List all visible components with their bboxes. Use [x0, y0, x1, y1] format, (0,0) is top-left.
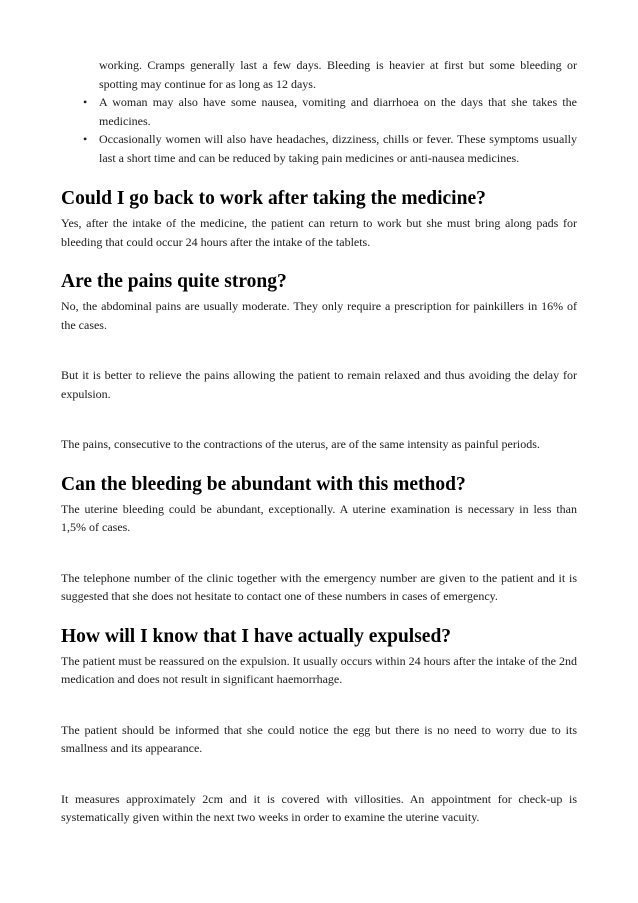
section-paragraph: The uterine bleeding could be abundant, exceptionally. A uterine examination is necessary in less than 1,5% of cases.: [61, 501, 577, 534]
document-page: [61, 56, 577, 827]
intro-continuation: working. Cramps generally last a few days. Bleeding is heavier at first but some bleeding or spotting may continue for as long as 12 days.: [99, 58, 577, 91]
section-paragraph: But it is better to relieve the pains allowing the patient to remain relaxed and thus avoiding the delay for expulsion.: [61, 368, 577, 401]
symptom-list: [61, 93, 577, 167]
section-paragraph: It measures approximately 2cm and it is covered with villosities. An appointment for check-up is systematically given within the next two weeks in order to examine the uterine vacuity.: [61, 791, 577, 824]
list-item: [61, 130, 577, 167]
section-heading: Could I go back to work after taking the medicine?: [61, 188, 486, 209]
section-paragraph: The telephone number of the clinic together with the emergency number are given to the patient and it is suggested that she does not hesitate to contact one of these numbers in cases of emergency.: [61, 570, 577, 603]
section-heading: Are the pains quite strong?: [61, 271, 287, 292]
section-paragraph: Yes, after the intake of the medicine, the patient can return to work but she must bring along pads for bleeding that could occur 24 hours after the intake of the tablets.: [61, 216, 577, 249]
list-item-text: A woman may also have some nausea, vomiting and diarrhoea on the days that she takes the medicines.: [99, 95, 577, 128]
section-heading: How will I know that I have actually expulsed?: [61, 625, 452, 647]
section-paragraph: The patient must be reassured on the expulsion. It usually occurs within 24 hours after the intake of the 2nd medication and does not result in significant haemorrhage.: [61, 653, 577, 686]
section-heading: Can the bleeding be abundant with this method?: [61, 473, 466, 495]
section-paragraph: The pains, consecutive to the contractions of the uterus, are of the same intensity as painful periods.: [61, 437, 540, 451]
list-item: [61, 93, 577, 130]
section-paragraph: No, the abdominal pains are usually moderate. They only require a prescription for painkillers in 16% of the cases.: [61, 299, 577, 332]
bullet-icon: •: [83, 132, 88, 146]
section-paragraph: The patient should be informed that she could notice the egg but there is no need to worry due to its smallness and its appearance.: [61, 722, 577, 755]
bullet-icon: •: [83, 95, 88, 109]
list-item-text: Occasionally women will also have headaches, dizziness, chills or fever. These symptoms usually last a short time and can be reduced by taking pain medicines or anti-nausea medicines.: [99, 132, 577, 165]
